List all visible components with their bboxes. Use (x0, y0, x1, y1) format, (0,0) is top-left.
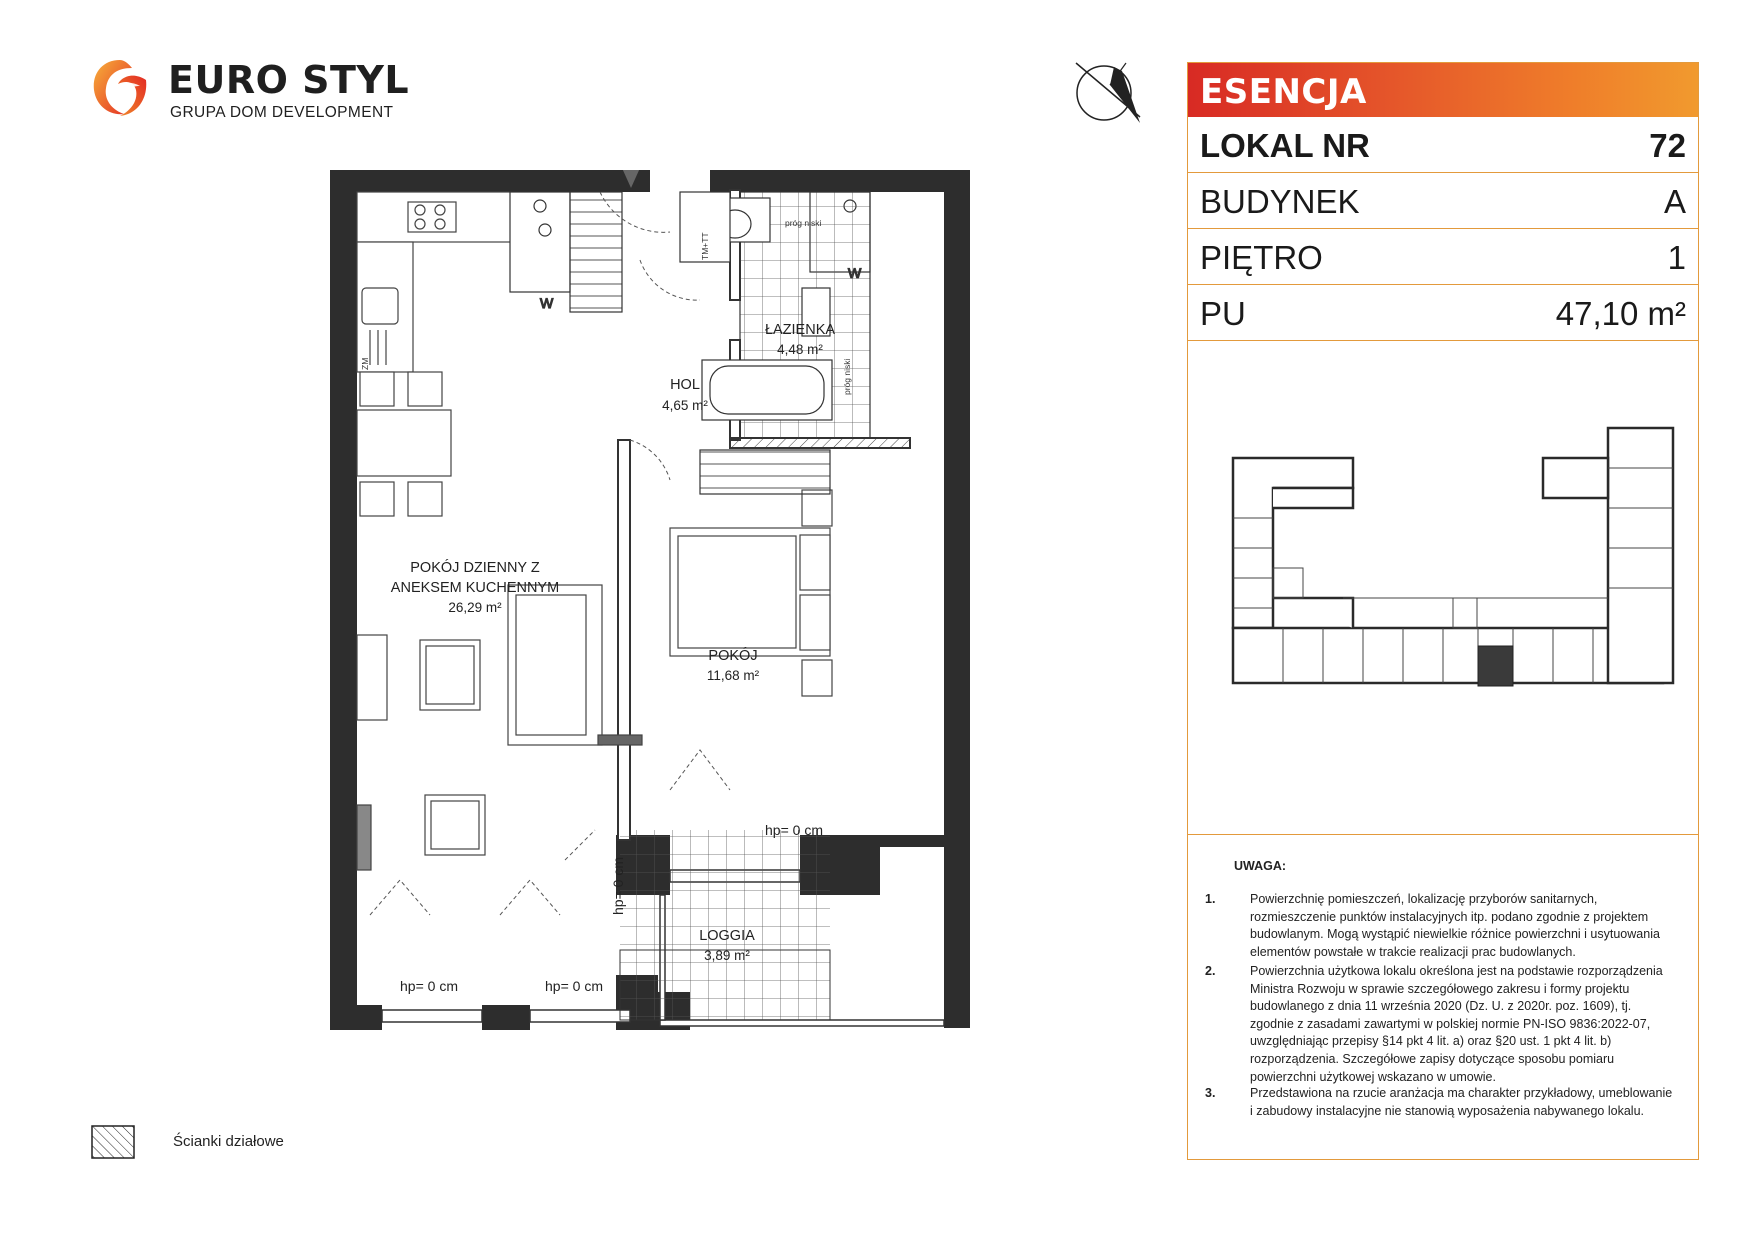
note-text: Powierzchnia użytkowa lokalu określona jest na podstawie rozporządzenia Ministra Rozwoju w sprawie szczegółowego zakresu i formy projektu budowlanego z dnia 11 września 2020 (Dz. U. z 2020r. poz. 1609), tj. zgodnie z zasadami zawartymi w polskiej normie PN-ISO 9836:2022-07, uwzględniając przepisy §14 pkt 4 lit. a) oraz §20 ust. 1 pkt 4 lit. b) rozporządzenia. Szczegółowe zapisy dotyczące sposobu pomiaru powierzchni użytkowej wskazano w umowie. (1250, 964, 1663, 1084)
info-row-building (1188, 173, 1698, 229)
logo-name: EURO STYL (168, 58, 410, 102)
info-key: LOKAL NR (1200, 127, 1370, 164)
highlighted-unit (1478, 646, 1513, 686)
low-threshold-note: próg niski (842, 358, 852, 395)
note-text: Powierzchnię pomieszczeń, lokalizację przyborów sanitarnych, rozmieszczenie punktów instalacyjnych itp. podano zgodnie z projektem budowlanym. Mogą wystąpić niewielkie różnice powierzchni i usytuowania elementów powstałe w trakcie realizacji prac budowlanych. (1250, 892, 1660, 959)
room-area-loggia: 3,89 m² (704, 948, 750, 963)
room-area-living: 26,29 m² (448, 600, 502, 615)
note-text: Przedstawiona na rzucie aranżacja ma charakter przykładowy, umeblowanie i zabudowy instalacyjne nie stanowią wyposażenia nabywanego lokalu. (1250, 1086, 1673, 1118)
info-row-area (1188, 285, 1698, 341)
company-logo (88, 56, 418, 126)
threshold-label: hp= 0 cm (545, 978, 603, 994)
unit-info-panel (1187, 62, 1699, 1160)
building-key-plan (1213, 418, 1683, 738)
north-arrow-icon (1070, 55, 1150, 127)
info-key: PU (1200, 295, 1246, 332)
room-area-bathroom: 4,48 m² (777, 342, 823, 357)
info-value: 1 (1667, 239, 1686, 276)
threshold-label: hp= 0 cm (765, 822, 823, 838)
notes-title: UWAGA: (1234, 859, 1287, 873)
panel-divider (1188, 834, 1698, 835)
info-row-floor (1188, 229, 1698, 285)
info-value: A (1663, 183, 1686, 220)
investment-header (1188, 63, 1698, 117)
svg-text:W: W (540, 295, 554, 311)
low-threshold-note: próg niski (785, 218, 822, 228)
info-key: PIĘTRO (1200, 239, 1323, 276)
room-name-hall: HOL (670, 377, 700, 393)
investment-name: ESENCJA (1200, 72, 1367, 112)
room-area-bedroom: 11,68 m² (706, 668, 760, 683)
note-number: 3. (1205, 1086, 1216, 1100)
meter-note: TM+TT (700, 232, 710, 260)
room-name-bathroom: ŁAZIENKA (764, 322, 836, 338)
room-name-living: POKÓJ DZIENNY Z ANEKSEM KUCHENNYM (390, 560, 560, 596)
info-key: BUDYNEK (1200, 183, 1360, 220)
room-name-bedroom: POKÓJ (708, 648, 758, 664)
logo-mark-icon (88, 56, 152, 120)
note-item (1205, 891, 1675, 961)
partition-wall-legend-icon (91, 1125, 135, 1159)
logo-subtitle: GRUPA DOM DEVELOPMENT (170, 104, 394, 121)
info-value: 72 (1649, 127, 1686, 164)
legend-label: Ścianki działowe (173, 1133, 284, 1150)
info-value: 47,10 m² (1555, 295, 1686, 332)
note-number: 2. (1205, 964, 1216, 978)
sink-note: ZM (360, 357, 370, 370)
note-number: 1. (1205, 892, 1216, 906)
info-row-unit (1188, 117, 1698, 173)
room-area-hall: 4,65 m² (662, 398, 708, 413)
note-item (1205, 1085, 1675, 1120)
note-item (1205, 963, 1675, 1086)
floor-plan (330, 170, 970, 1050)
room-name-loggia: LOGGIA (699, 928, 755, 944)
threshold-label: hp= 0 cm (610, 857, 626, 915)
threshold-label: hp= 0 cm (400, 978, 458, 994)
